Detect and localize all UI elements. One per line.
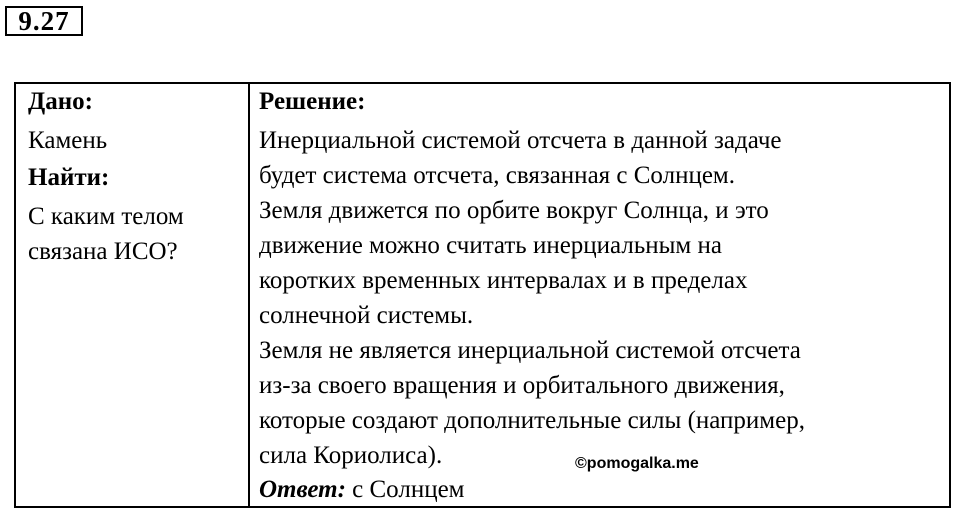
find-label: Найти: bbox=[28, 164, 110, 191]
solution-text: Инерциальной системой отсчета в данной задаче будет система отсчета, связанная с Солнцем. Земля движется по орбите вокруг Солнца, и это движение можно считать инерциальным на коротких временных интервалах и в пределах солнечной системы. Земля не является инерциальной системой отсчета из-за своего вращения и орбитального движения, которые создают дополнительные силы (например, сила Кориолиса). bbox=[259, 127, 805, 469]
given-column bbox=[28, 84, 240, 269]
answer-label: Ответ: bbox=[259, 476, 346, 503]
problem-number: 9.27 bbox=[5, 6, 83, 36]
answer-line bbox=[259, 472, 944, 507]
given-value: Камень bbox=[28, 127, 108, 154]
column-divider bbox=[248, 84, 250, 506]
answer-value: с Солнцем bbox=[352, 476, 465, 503]
watermark: ©pomogalka.me bbox=[575, 455, 699, 472]
solution-column bbox=[259, 84, 944, 507]
solution-label: Решение: bbox=[259, 88, 366, 115]
find-question: С каким телом связана ИСО? bbox=[28, 203, 184, 265]
task-table bbox=[14, 82, 951, 508]
given-label: Дано: bbox=[28, 88, 93, 115]
